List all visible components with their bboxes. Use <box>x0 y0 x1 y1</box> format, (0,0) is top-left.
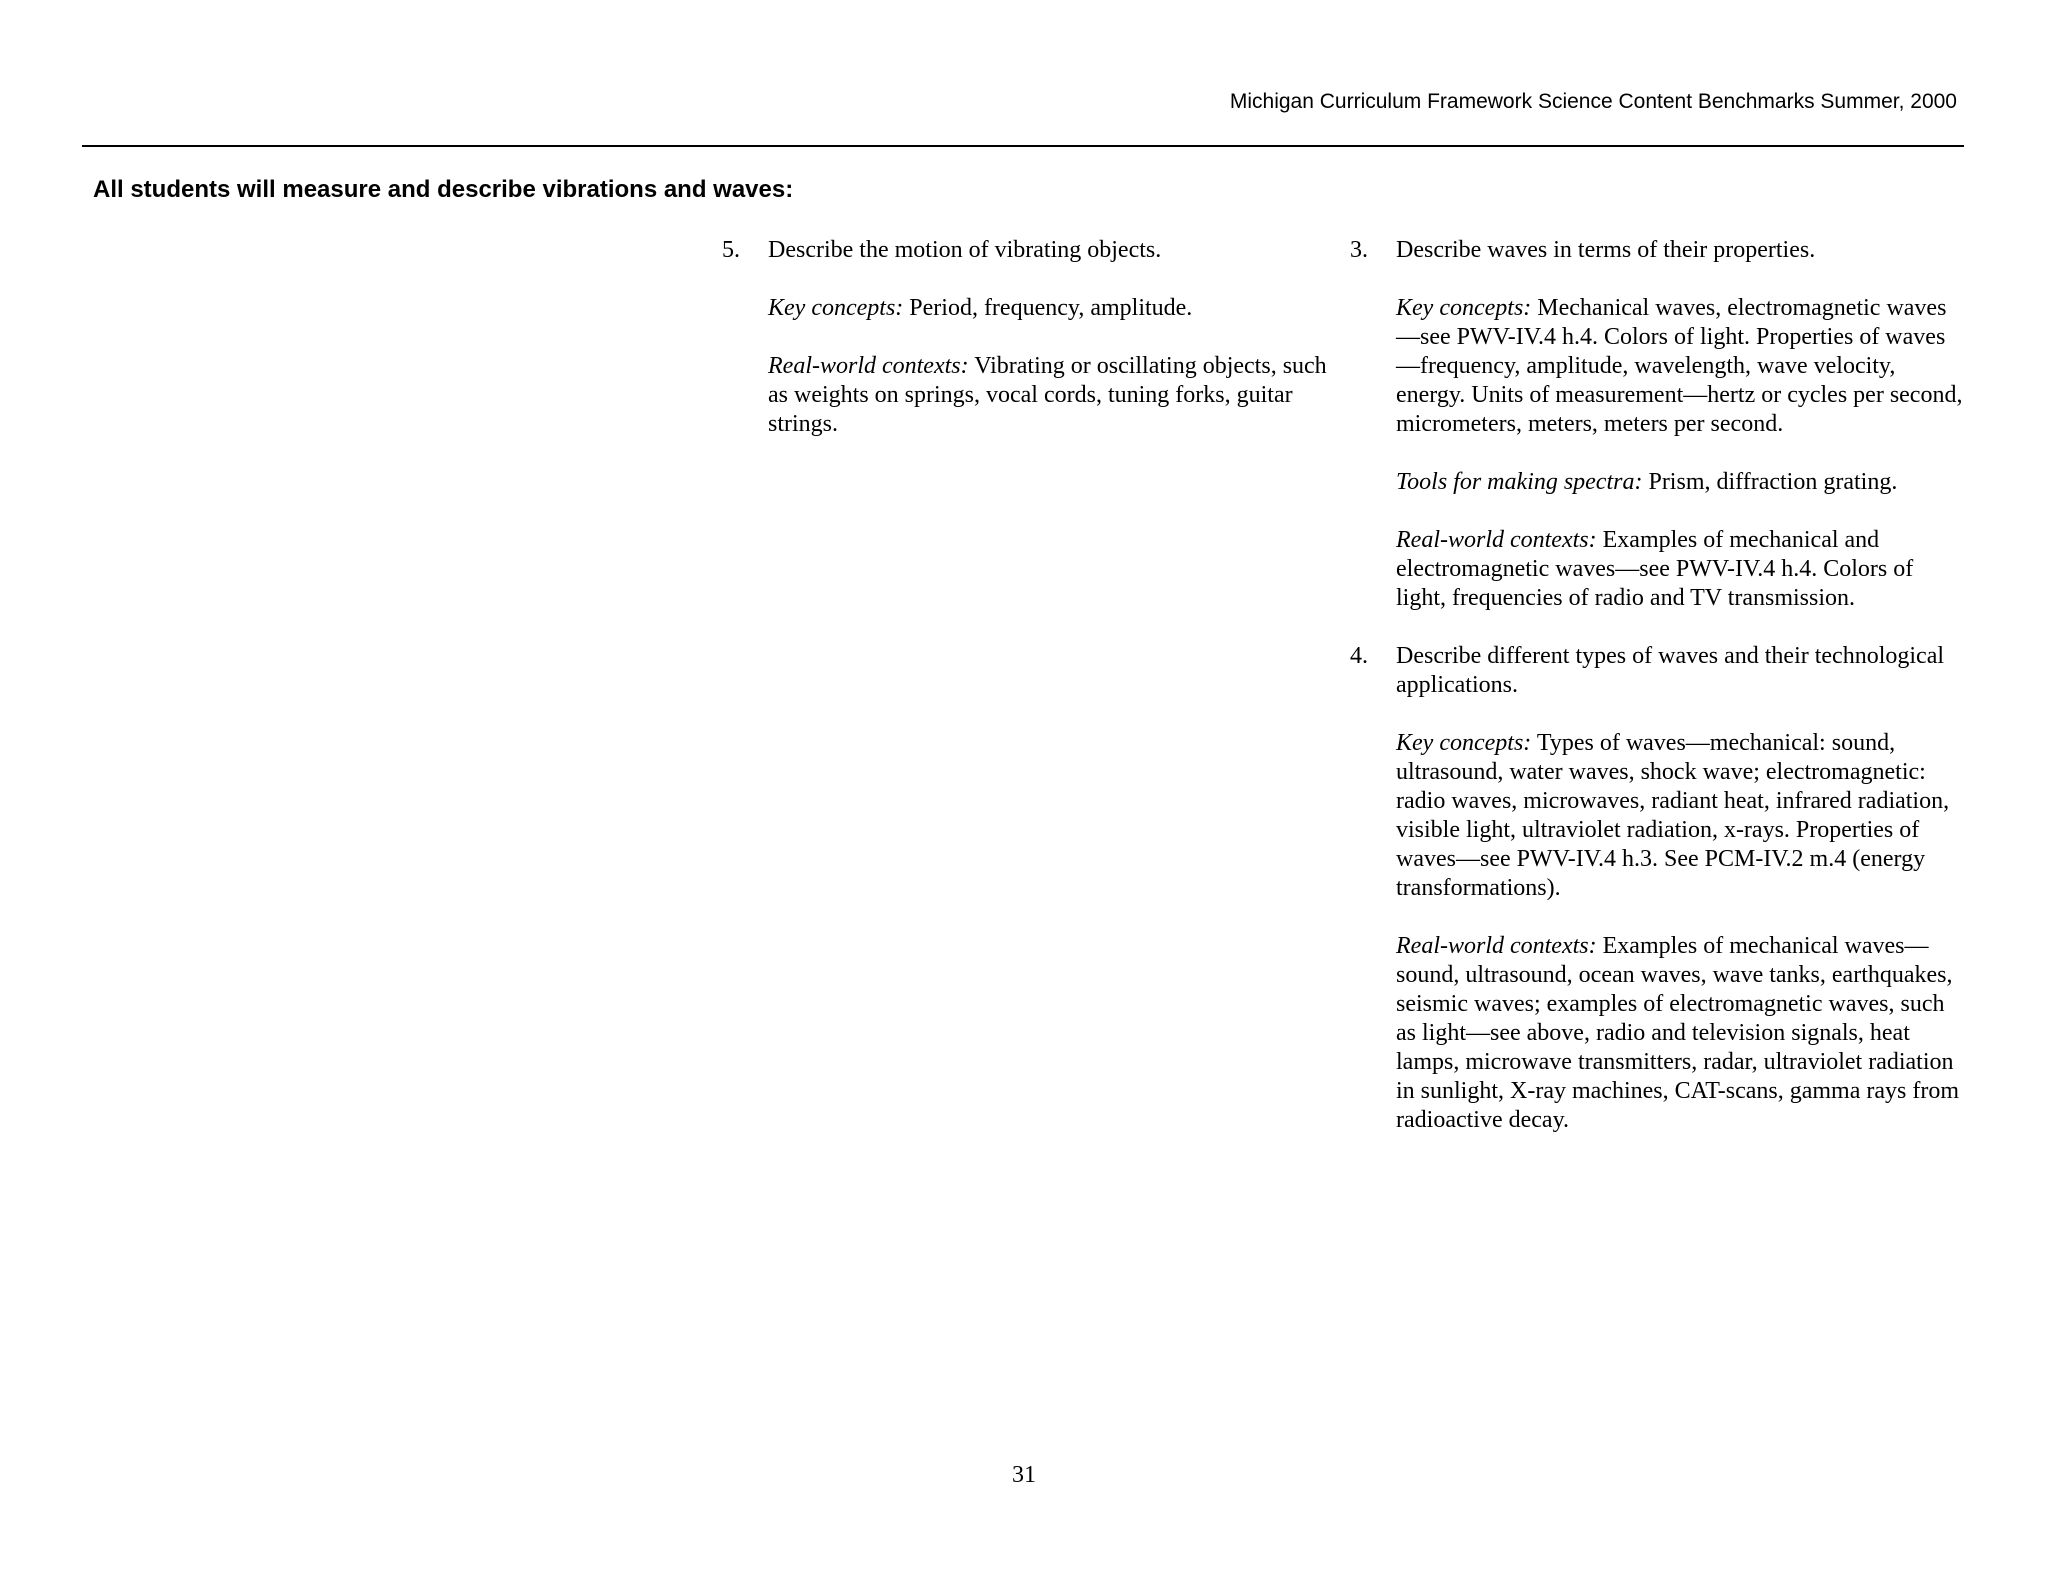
real-world-contexts <box>768 352 1330 439</box>
item-statement: Describe the motion of vibrating objects. <box>768 237 1162 263</box>
header-rule <box>82 145 1964 147</box>
contexts-text: Examples of mechanical waves—sound, ultrasound, ocean waves, wave tanks, earthquakes, seismic waves; examples of electromagnetic waves, such as light—see above, radio and television signals, heat lamps, microwave transmitters, radar, ultraviolet radiation in sunlight, X-ray machines, CAT-scans, gamma rays from radioactive decay. <box>1396 933 1960 1133</box>
item-statement: Describe different types of waves and their technological applications. <box>1396 643 1945 698</box>
real-world-contexts <box>1396 526 1966 613</box>
contexts-label: Real-world contexts: <box>768 353 969 379</box>
key-concepts <box>1396 729 1966 903</box>
tools-for-spectra <box>1396 468 1966 497</box>
page-number: 31 <box>1012 1462 1036 1488</box>
contexts-text: Vibrating or oscillating objects, such as weights on springs, vocal cords, tuning forks, guitar strings. <box>768 353 1327 437</box>
real-world-contexts <box>1396 932 1966 1135</box>
benchmark-item-3 <box>1346 236 1966 613</box>
key-concepts-text: Period, frequency, amplitude. <box>903 295 1193 321</box>
key-concepts-label: Key concepts: <box>768 295 904 321</box>
item-number: 5. <box>722 237 740 263</box>
contexts-text: Examples of mechanical and electromagnetic waves—see PWV-IV.4 h.4. Colors of light, frequencies of radio and TV transmission. <box>1396 527 1914 611</box>
key-concepts-text: Types of waves—mechanical: sound, ultrasound, water waves, shock wave; electromagnetic: radio waves, microwaves, radiant heat, infrared radiation, visible light, ultraviolet radiation, x-rays. Properties of waves—see PWV-IV.4 h.3. See PCM-IV.2 m.4 (energy transformations). <box>1396 730 1950 901</box>
running-header: Michigan Curriculum Framework Science Content Benchmarks Summer, 2000 <box>1229 90 1957 113</box>
right-column <box>1346 236 1966 1135</box>
tools-label: Tools for making spectra: <box>1396 469 1643 495</box>
item-number: 3. <box>1350 237 1368 263</box>
section-heading: All students will measure and describe vibrations and waves: <box>93 176 794 203</box>
contexts-label: Real-world contexts: <box>1396 933 1597 959</box>
key-concepts-label: Key concepts: <box>1396 295 1532 321</box>
benchmark-item-5 <box>718 236 1330 439</box>
key-concepts <box>768 294 1330 323</box>
item-number: 4. <box>1350 643 1368 669</box>
key-concepts-text: Mechanical waves, electromagnetic waves—see PWV-IV.4 h.4. Colors of light. Properties of waves—frequency, amplitude, wavelength, wave velocity, energy. Units of measurement—hertz or cycles per second, micrometers, meters, meters per second. <box>1396 295 1963 437</box>
key-concepts <box>1396 294 1966 439</box>
tools-text: Prism, diffraction grating. <box>1642 469 1898 495</box>
item-statement: Describe waves in terms of their properties. <box>1396 237 1816 263</box>
benchmark-item-4 <box>1346 642 1966 1135</box>
left-column <box>718 236 1330 439</box>
contexts-label: Real-world contexts: <box>1396 527 1597 553</box>
key-concepts-label: Key concepts: <box>1396 730 1532 756</box>
